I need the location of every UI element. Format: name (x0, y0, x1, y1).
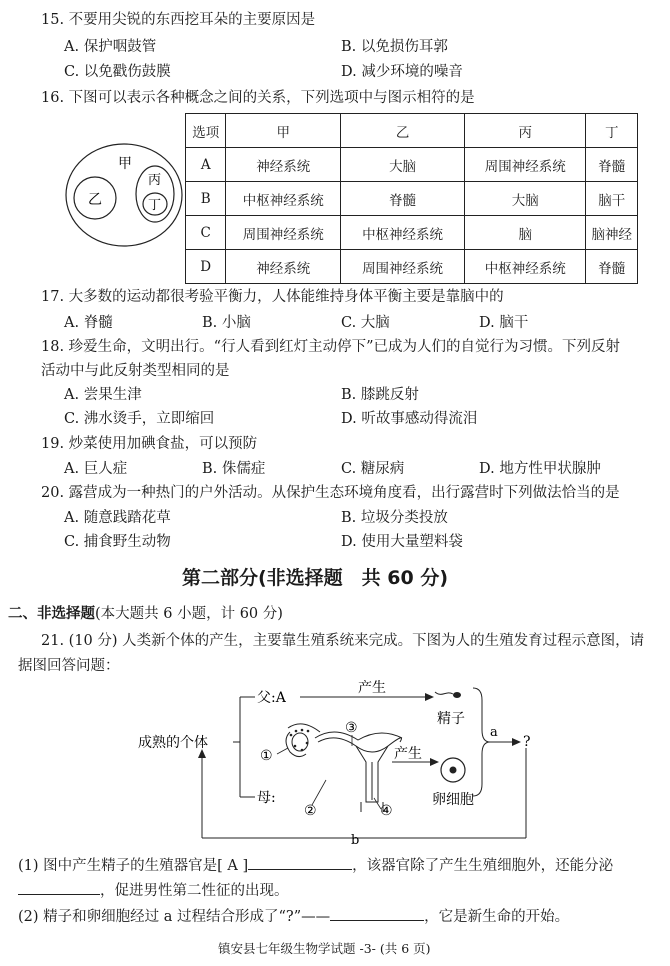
q20-option-a: A. 随意践踏花草 (64, 510, 171, 526)
section2-header-bold: 二、非选择题 (8, 605, 95, 622)
table-cell: 中枢神经系统 (465, 250, 586, 284)
table-header-cell: 选项 (186, 114, 226, 148)
table-cell: 周围神经系统 (465, 148, 586, 182)
q18-stem-line1: 18. 珍爱生命，文明出行。“行人看到红灯主动停下”已成为人们的自觉行为习惯。下列反射 (41, 339, 620, 355)
answer-blank-1[interactable] (248, 868, 352, 870)
section2-header-rest: (本大题共 6 小题，计 60 分) (95, 606, 283, 622)
table-cell: 神经系统 (226, 148, 341, 182)
table-cell: D (186, 250, 226, 284)
q19-option-a: A. 巨人症 (64, 461, 128, 477)
table-header-cell: 丁 (586, 114, 638, 148)
q21-sub2-line (18, 910, 569, 925)
diagram-label-sperm: 精子 (437, 711, 465, 727)
q21-sub1-line2 (18, 884, 289, 899)
q21-sub1-text-a: (1) 图中产生精子的生殖器官是[ A ] (18, 858, 249, 874)
table-cell: 脊髓 (586, 250, 638, 284)
table-cell: 脑 (465, 216, 586, 250)
q21-stem-line1: 21. (10 分) 人类新个体的产生，主要靠生殖系统来完成。下图为人的生殖发育过程示意图，请 (41, 633, 645, 649)
q15-option-d: D. 减少环境的噪音 (341, 64, 463, 80)
venn-label-innermost: 丁 (148, 198, 162, 213)
venn-label-inner: 丙 (148, 173, 162, 188)
diagram-label-b: b (351, 833, 360, 848)
q21-sub2-text-b: ，它是新生命的开始。 (424, 909, 570, 925)
q16-venn-diagram (62, 140, 190, 252)
egg-icon (441, 758, 465, 782)
q20-option-b: B. 垃圾分类投放 (341, 510, 448, 526)
q19-option-d: D. 地方性甲状腺肿 (479, 461, 601, 477)
q21-stem-line2: 据图回答问题： (18, 658, 120, 674)
q18-option-a: A. 尝果生津 (64, 387, 142, 403)
q17-option-d: D. 脑干 (479, 315, 529, 331)
q15-option-c: C. 以免戳伤鼓膜 (64, 64, 171, 80)
table-cell: 大脑 (465, 182, 586, 216)
q18-option-c: C. 沸水烫手，立即缩回 (64, 411, 215, 427)
diagram-number-3: ③ (345, 720, 358, 736)
table-cell: 脊髓 (341, 182, 465, 216)
table-cell: 脑干 (586, 182, 638, 216)
q21-reproduction-diagram (130, 680, 550, 850)
q17-stem: 17. 大多数的运动都很考验平衡力，人体能维持身体平衡主要是靠脑中的 (41, 289, 504, 305)
diagram-label-question: ? (523, 734, 531, 750)
diagram-label-egg: 卵细胞 (432, 792, 474, 808)
table-cell: 脊髓 (586, 148, 638, 182)
female-reproductive-organ-icon (286, 724, 402, 812)
q17-option-c: C. 大脑 (341, 315, 390, 331)
diagram-number-2: ② (304, 803, 317, 819)
table-header-cell: 乙 (341, 114, 465, 148)
diagram-label-produce-mid: 产生 (394, 746, 422, 762)
q16-options-table (185, 113, 638, 284)
table-cell: B (186, 182, 226, 216)
diagram-label-a: a (490, 725, 498, 740)
table-cell: A (186, 148, 226, 182)
table-cell: 大脑 (341, 148, 465, 182)
table-row (186, 182, 638, 216)
q21-sub2-text-a: (2) 精子和卵细胞经过 a 过程结合形成了“?”—— (18, 909, 331, 925)
table-cell: 中枢神经系统 (341, 216, 465, 250)
q16-stem: 16. 下图可以表示各种概念之间的关系，下列选项中与图示相符的是 (41, 90, 475, 106)
section2-header (8, 607, 283, 622)
table-cell: 神经系统 (226, 250, 341, 284)
q19-option-b: B. 侏儒症 (202, 461, 266, 477)
q20-stem: 20. 露营成为一种热门的户外活动。从保护生态环境角度看，出行露营时下列做法恰当的是 (41, 485, 620, 501)
diagram-label-father: 父:A (257, 690, 286, 706)
q19-stem: 19. 炒菜使用加碘食盐，可以预防 (41, 436, 258, 452)
q19-option-c: C. 糖尿病 (341, 461, 405, 477)
diagram-label-mother: 母: (257, 790, 276, 806)
table-row (186, 148, 638, 182)
table-header-row (186, 114, 638, 148)
diagram-label-produce-top: 产生 (358, 680, 386, 696)
diagram-number-4: ④ (380, 803, 393, 819)
venn-label-left: 乙 (88, 192, 102, 208)
table-row (186, 216, 638, 250)
table-cell: 中枢神经系统 (226, 182, 341, 216)
table-cell: 周围神经系统 (226, 216, 341, 250)
q21-sub1-line1 (18, 859, 613, 874)
answer-blank-2[interactable] (18, 893, 100, 895)
diagram-label-individual: 成熟的个体 (138, 735, 208, 751)
part2-title: 第二部分(非选择题 共 60 分) (182, 567, 449, 589)
q18-option-b: B. 膝跳反射 (341, 387, 419, 403)
diagram-number-1: ① (260, 748, 273, 764)
q17-option-a: A. 脊髓 (64, 315, 113, 331)
page-footer: 镇安县七年级生物学试题 -3- (共 6 页) (218, 941, 431, 956)
q15-option-a: A. 保护咽鼓管 (64, 39, 157, 55)
table-header-cell: 丙 (465, 114, 586, 148)
q21-sub1-text-c: ，促进男性第二性征的出现。 (100, 883, 289, 899)
table-row (186, 250, 638, 284)
table-cell: C (186, 216, 226, 250)
table-header-cell: 甲 (226, 114, 341, 148)
q20-option-d: D. 使用大量塑料袋 (341, 534, 463, 550)
q18-stem-line2: 活动中与此反射类型相同的是 (41, 363, 230, 379)
q21-sub1-text-b: ，该器官除了产生生殖细胞外，还能分泌 (352, 858, 614, 874)
q17-option-b: B. 小脑 (202, 315, 251, 331)
q15-stem: 15. 不要用尖锐的东西挖耳朵的主要原因是 (41, 12, 316, 28)
q18-option-d: D. 听故事感动得流泪 (341, 411, 478, 427)
venn-label-outer: 甲 (118, 156, 132, 172)
q20-option-c: C. 捕食野生动物 (64, 534, 171, 550)
table-cell: 脑神经 (586, 216, 638, 250)
sperm-icon (435, 692, 461, 698)
q15-option-b: B. 以免损伤耳郭 (341, 39, 448, 55)
answer-blank-3[interactable] (330, 919, 424, 921)
table-cell: 周围神经系统 (341, 250, 465, 284)
